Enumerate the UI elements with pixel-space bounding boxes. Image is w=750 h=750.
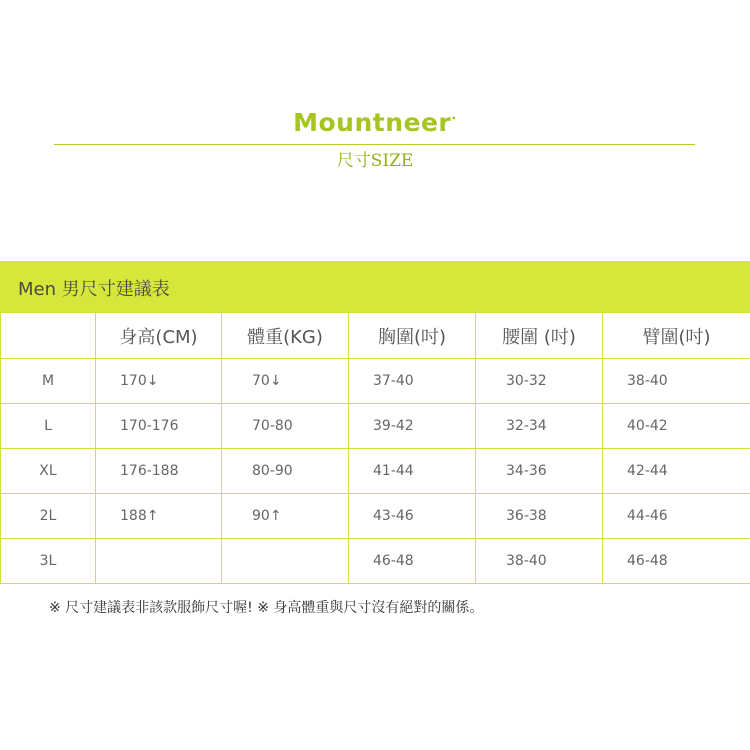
table-row [1, 404, 750, 449]
size-cell: 3L [1, 539, 96, 584]
arm-cell: 44-46 [603, 494, 750, 539]
arm-cell: 46-48 [603, 539, 750, 584]
header-row [1, 313, 750, 359]
waist-cell: 38-40 [476, 539, 603, 584]
footnote: ※ 尺寸建議表非該款服飾尺寸喔! ※ 身高體重與尺寸沒有絕對的關係。 [49, 600, 484, 616]
height-cell: 170-176 [96, 404, 222, 449]
size-table [0, 312, 750, 584]
header-waist: 腰圍 (吋) [476, 313, 603, 359]
table-row [1, 449, 750, 494]
chest-cell: 43-46 [349, 494, 476, 539]
chest-cell: 39-42 [349, 404, 476, 449]
table-row [1, 494, 750, 539]
table-row [1, 359, 750, 404]
waist-cell: 32-34 [476, 404, 603, 449]
size-cell: L [1, 404, 96, 449]
brand-name: Mountneer [293, 108, 452, 137]
chest-cell: 46-48 [349, 539, 476, 584]
waist-cell: 36-38 [476, 494, 603, 539]
height-cell: 176-188 [96, 449, 222, 494]
height-cell [96, 539, 222, 584]
brand-divider [54, 144, 695, 145]
header-arm: 臂圍(吋) [603, 313, 750, 359]
waist-cell: 34-36 [476, 449, 603, 494]
table-row [1, 539, 750, 584]
weight-cell: 70↓ [222, 359, 349, 404]
size-subtitle: 尺寸SIZE [336, 151, 414, 171]
weight-cell: 90↑ [222, 494, 349, 539]
size-cell: M [1, 359, 96, 404]
header-weight: 體重(KG) [222, 313, 349, 359]
height-cell: 188↑ [96, 494, 222, 539]
height-cell: 170↓ [96, 359, 222, 404]
weight-cell [222, 539, 349, 584]
chest-cell: 41-44 [349, 449, 476, 494]
table-title: Men 男尺寸建議表 [18, 279, 170, 300]
brand-dot: • [451, 114, 457, 123]
header-chest: 胸圍(吋) [349, 313, 476, 359]
size-cell: XL [1, 449, 96, 494]
chest-cell: 37-40 [349, 359, 476, 404]
arm-cell: 38-40 [603, 359, 750, 404]
weight-cell: 80-90 [222, 449, 349, 494]
size-cell: 2L [1, 494, 96, 539]
arm-cell: 42-44 [603, 449, 750, 494]
header-height: 身高(CM) [96, 313, 222, 359]
weight-cell: 70-80 [222, 404, 349, 449]
table-title-band [0, 261, 750, 312]
brand-logo [0, 108, 750, 137]
waist-cell: 30-32 [476, 359, 603, 404]
arm-cell: 40-42 [603, 404, 750, 449]
header-size [1, 313, 96, 359]
